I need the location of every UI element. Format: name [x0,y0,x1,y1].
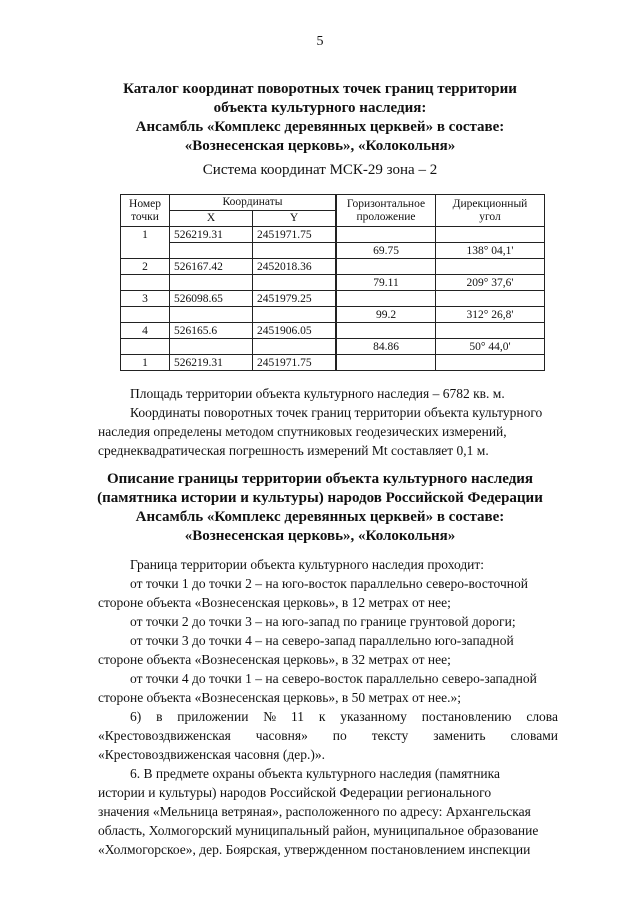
catalog-title-line: «Вознесенская церковь», «Колокольня» [184,138,456,154]
boundary-line: от точки 4 до точки 1 – на северо-восток параллельно северо-западной [130,671,537,686]
boundary-line: от точки 3 до точки 4 – на северо-запад параллельно юго-западной [130,633,514,648]
catalog-title-line: Ансамбль «Комплекс деревянных церквей» в составе: [135,119,505,135]
header-direction: Дирекционный угол [436,195,545,227]
paragraph-6: 6. В предмете охраны объекта культурного наследия (памятника истории и культуры) народов Российской Федерации регионального значения «Мельница ветряная», расположенного по адресу: Архангельская область, Холмогорский муниципальный район, муниципальное образование «Холмогорское», дер. Боярская, утвержденном постановлением инспекции [98,766,539,857]
table-row: 1 526219.31 2451971.75 [121,355,545,371]
boundary-line: от точки 2 до точки 3 – на юго-запад по границе грунтовой дороги; [130,614,516,629]
item-6-amendment: 6) в приложении № 11 к указанному постановлению слова «Крестовоздвиженская часовня» по тексту заменить словами «Крестовоздвиженская часовня (дер.)». [98,709,558,762]
table-row: 2 526167.42 2452018.36 [121,259,545,275]
table-row: 79.11 209° 37,6' [121,275,545,291]
table-row: 4 526165.6 2451906.05 [121,323,545,339]
page-number: 5 [316,34,324,49]
description-title-line: Ансамбль «Комплекс деревянных церквей» в составе: [135,509,505,525]
boundary-description [98,555,558,707]
header-coordinates: Координаты [170,195,336,211]
boundary-line: от точки 1 до точки 2 – на юго-восток параллельно северо-восточной [130,576,528,591]
table-row: 69.75 138° 04,1' [121,243,545,259]
area-paragraph: Площадь территории объекта культурного наследия – 6782 кв. м. [130,386,505,401]
header-x: X [170,211,253,227]
table-row: 1 526219.31 2451971.75 [121,227,545,243]
boundary-line: стороне объекта «Вознесенская церковь», в 12 метрах от нее; [98,595,451,610]
description-title-line: (памятника истории и культуры) народов Российской Федерации [97,490,543,506]
description-title-line: Описание границы территории объекта культурного наследия [106,471,534,487]
description-title [0,470,640,546]
table-row: 84.86 50° 44,0' [121,339,545,355]
catalog-title-line: объекта культурного наследия: [213,100,427,116]
coordinate-system: Система координат МСК-29 зона – 2 [202,162,438,178]
boundary-intro: Граница территории объекта культурного наследия проходит: [130,557,485,572]
accuracy-paragraph: Координаты поворотных точек границ территории объекта культурного наследия определены методом спутниковых геодезических измерений, среднеквадратическая погрешность измерений Mt составляет 0,1 м. [98,405,543,458]
table-row: 99.2 312° 26,8' [121,307,545,323]
header-number: Номер точки [121,195,170,227]
coordinates-table [120,194,545,371]
header-horizontal: Горизонтальное проложение [337,195,436,227]
catalog-title [0,80,640,156]
catalog-title-line: Каталог координат поворотных точек границ территории [123,81,517,97]
header-y: Y [253,211,336,227]
description-title-line: «Вознесенская церковь», «Колокольня» [184,528,456,544]
table-row: 3 526098.65 2451979.25 [121,291,545,307]
boundary-line: стороне объекта «Вознесенская церковь», в 50 метрах от нее.»; [98,690,461,705]
boundary-line: стороне объекта «Вознесенская церковь», в 32 метрах от нее; [98,652,451,667]
